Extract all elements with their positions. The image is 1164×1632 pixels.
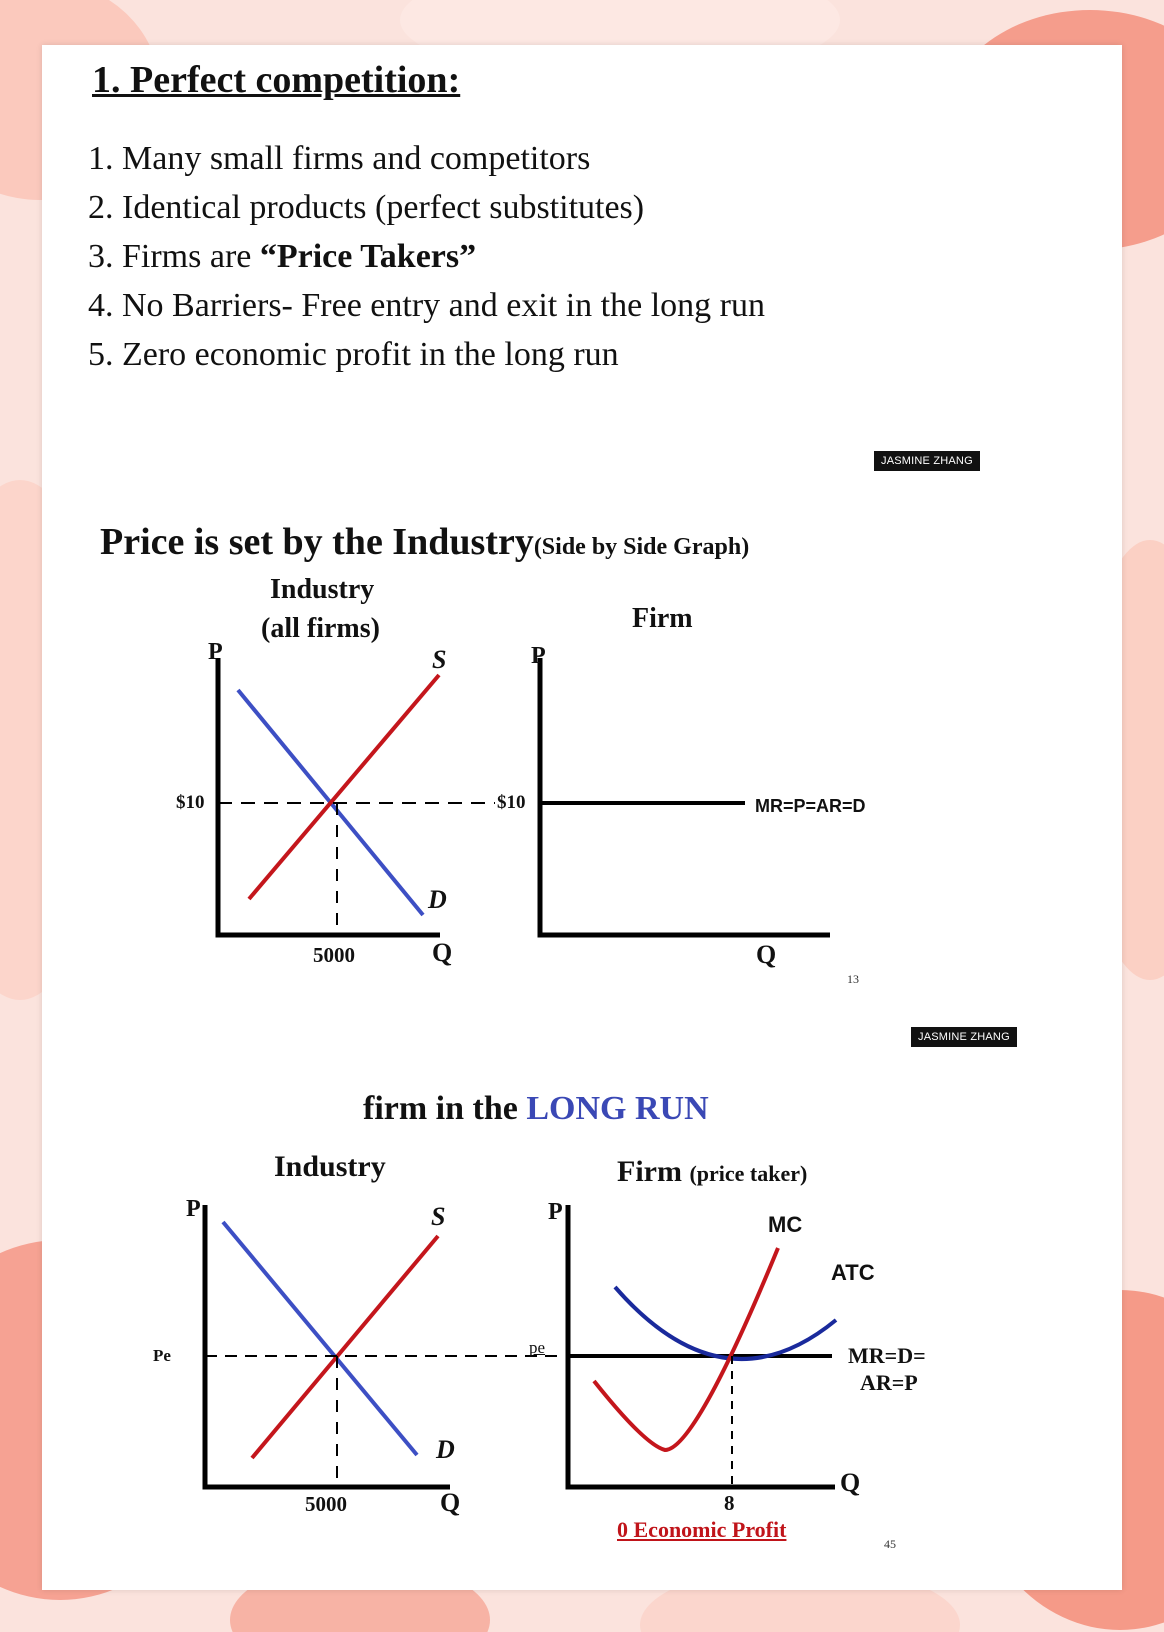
firm-curve-label-line1: MR=D= xyxy=(848,1343,926,1368)
watermark-badge: JASMINE ZHANG xyxy=(874,451,980,471)
industry-title: Industry xyxy=(274,1150,386,1183)
list-item: 2. Identical products (perfect substitutes) xyxy=(88,189,645,226)
mc-curve xyxy=(594,1248,778,1450)
equilibrium-quantity-label: 5000 xyxy=(305,1492,347,1516)
supply-curve xyxy=(252,1236,438,1458)
firm-title-note: (price taker) xyxy=(689,1161,808,1186)
industry-price-label: $10 xyxy=(176,792,205,813)
firm-curve-label-line2: AR=P xyxy=(860,1370,918,1395)
firm-price-label: $10 xyxy=(497,792,526,813)
list-item-emphasis: “Price Takers” xyxy=(259,238,477,275)
industry-quantity-axis-label: Q xyxy=(432,938,453,967)
firm-quantity-axis-label: Q xyxy=(756,940,777,969)
firm-title xyxy=(617,1155,807,1189)
economic-profit-label: 0 Economic Profit xyxy=(617,1517,787,1542)
list-item: 1. Many small firms and competitors xyxy=(88,140,591,177)
page-number: 13 xyxy=(847,972,859,986)
firm-quantity-axis-label: Q xyxy=(840,1468,861,1497)
mc-label: MC xyxy=(768,1212,803,1237)
firm-title-main: Firm xyxy=(617,1155,682,1188)
slide-title-main: firm in the xyxy=(363,1090,527,1127)
demand-label: D xyxy=(428,885,447,914)
section-heading: 1. Perfect competition: xyxy=(92,59,461,101)
watermark-badge: JASMINE ZHANG xyxy=(911,1027,1017,1047)
atc-curve xyxy=(615,1287,836,1359)
firm-price-label: pe xyxy=(529,1338,546,1357)
list-item: 4. No Barriers- Free entry and exit in the long run xyxy=(88,287,765,324)
slide-title-note: (Side by Side Graph) xyxy=(533,534,750,560)
firm-curve-label: MR=P=AR=D xyxy=(755,796,866,816)
supply-label: S xyxy=(431,1202,446,1231)
demand-curve xyxy=(223,1222,417,1455)
slide-title-highlight: LONG RUN xyxy=(526,1090,709,1127)
industry-title: Industry xyxy=(270,574,375,605)
supply-label: S xyxy=(432,645,447,674)
industry-price-axis-label: P xyxy=(186,1196,201,1222)
firm-price-axis-label: P xyxy=(531,643,546,669)
industry-price-axis-label: P xyxy=(208,639,223,665)
list-item-prefix: 3. Firms are xyxy=(88,238,260,275)
list-item: 5. Zero economic profit in the long run xyxy=(88,336,619,373)
page-number: 45 xyxy=(884,1537,896,1551)
firm-title: Firm xyxy=(632,603,693,634)
equilibrium-quantity-label: 5000 xyxy=(313,943,355,967)
industry-quantity-axis-label: Q xyxy=(440,1488,461,1517)
industry-price-label: Pe xyxy=(153,1346,171,1365)
slide-title-main: Price is set by the Industry xyxy=(100,521,534,563)
firm-price-axis-label: P xyxy=(548,1199,563,1225)
atc-label: ATC xyxy=(831,1260,875,1285)
industry-subtitle: (all firms) xyxy=(261,613,380,644)
demand-label: D xyxy=(436,1435,455,1464)
firm-quantity-label: 8 xyxy=(724,1491,735,1515)
